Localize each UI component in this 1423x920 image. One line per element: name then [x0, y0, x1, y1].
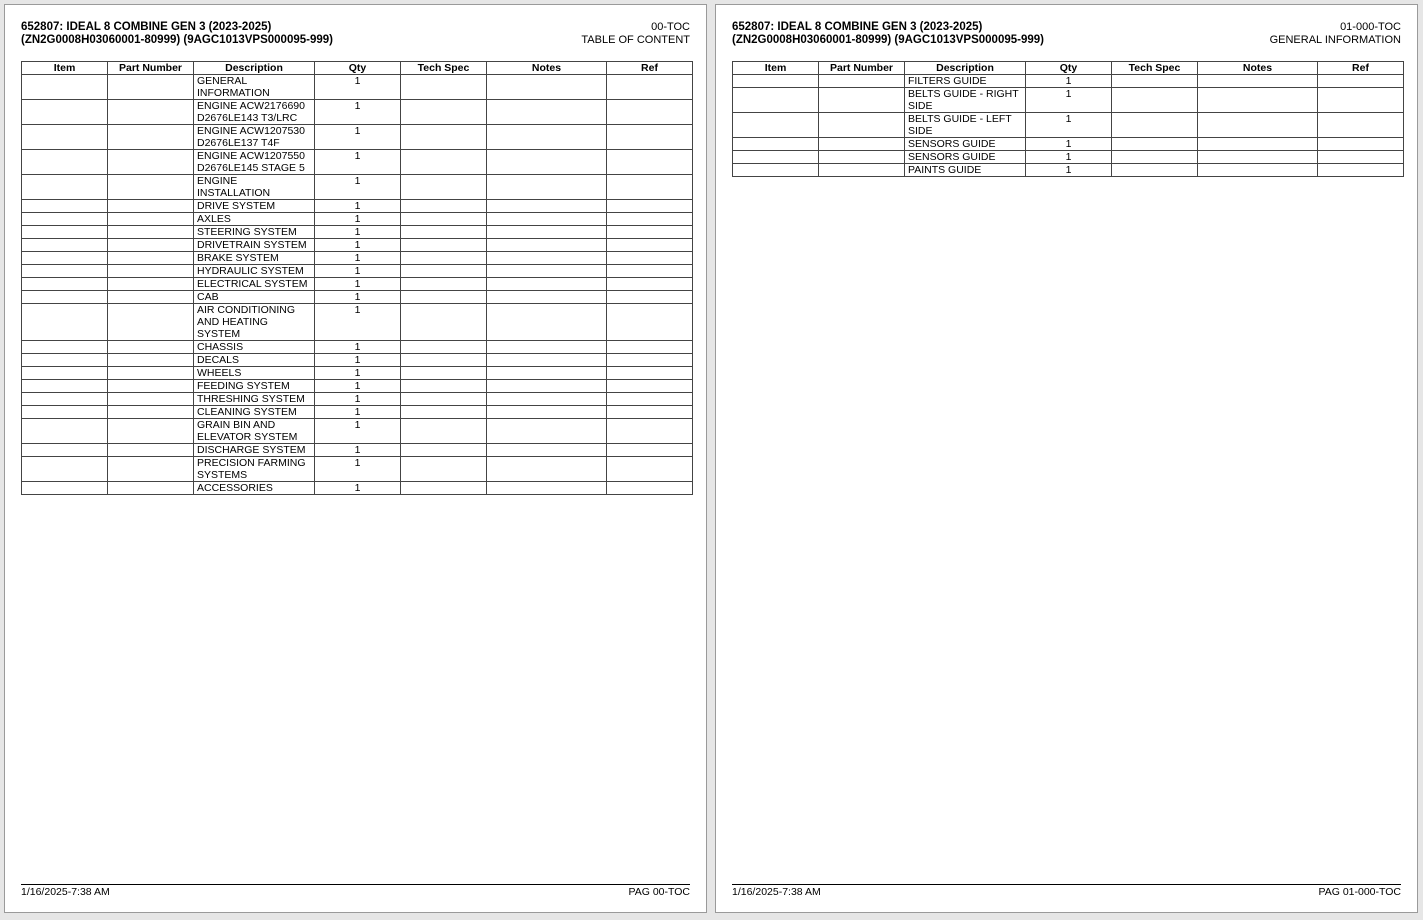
tech-spec-cell: [401, 367, 487, 380]
part-number-cell: [108, 419, 194, 444]
ref-cell: [607, 444, 693, 457]
qty-cell: 1: [315, 252, 401, 265]
item-cell: [22, 291, 108, 304]
notes-cell: [487, 393, 607, 406]
tech-spec-cell: [1112, 138, 1198, 151]
description-cell: ELECTRICAL SYSTEM: [194, 278, 315, 291]
part-number-cell: [108, 100, 194, 125]
notes-cell: [487, 226, 607, 239]
table-row: [22, 252, 693, 265]
table-row: [22, 200, 693, 213]
part-number-cell: [108, 75, 194, 100]
item-cell: [22, 444, 108, 457]
part-number-cell: [819, 88, 905, 113]
description-cell: DRIVETRAIN SYSTEM: [194, 239, 315, 252]
description-cell: FEEDING SYSTEM: [194, 380, 315, 393]
description-cell: DECALS: [194, 354, 315, 367]
part-number-cell: [819, 75, 905, 88]
footer-page-number: PAG 00-TOC: [628, 886, 690, 898]
ref-cell: [607, 200, 693, 213]
title-line-1: 652807: IDEAL 8 COMBINE GEN 3 (2023-2025): [21, 21, 272, 33]
description-cell: PRECISION FARMING SYSTEMS: [194, 457, 315, 482]
tech-spec-cell: [401, 278, 487, 291]
item-cell: [22, 393, 108, 406]
table-row: [22, 341, 693, 354]
ref-cell: [607, 100, 693, 125]
qty-cell: 1: [315, 457, 401, 482]
column-header-ref: Ref: [1318, 62, 1404, 75]
qty-cell: 1: [315, 419, 401, 444]
column-header-tech-spec: Tech Spec: [401, 62, 487, 75]
column-header-qty: Qty: [1026, 62, 1112, 75]
ref-cell: [607, 226, 693, 239]
ref-cell: [607, 239, 693, 252]
ref-cell: [1318, 164, 1404, 177]
document-title: [21, 21, 333, 47]
table-row: [22, 100, 693, 125]
tech-spec-cell: [401, 419, 487, 444]
description-cell: BELTS GUIDE - LEFT SIDE: [905, 113, 1026, 138]
qty-cell: 1: [315, 100, 401, 125]
section-header: [581, 21, 690, 46]
tech-spec-cell: [401, 406, 487, 419]
notes-cell: [487, 380, 607, 393]
description-cell: THRESHING SYSTEM: [194, 393, 315, 406]
footer-date: 1/16/2025-7:38 AM: [21, 886, 110, 898]
ref-cell: [607, 265, 693, 278]
table-row: [733, 113, 1404, 138]
part-number-cell: [819, 113, 905, 138]
notes-cell: [1198, 88, 1318, 113]
tech-spec-cell: [401, 150, 487, 175]
column-header-tech-spec: Tech Spec: [1112, 62, 1198, 75]
description-cell: DISCHARGE SYSTEM: [194, 444, 315, 457]
table-row: [22, 213, 693, 226]
column-header-part-number: Part Number: [819, 62, 905, 75]
qty-cell: 1: [315, 406, 401, 419]
ref-cell: [1318, 88, 1404, 113]
part-number-cell: [819, 164, 905, 177]
footer-page-number: PAG 01-000-TOC: [1318, 886, 1401, 898]
tech-spec-cell: [401, 200, 487, 213]
qty-cell: 1: [315, 175, 401, 200]
qty-cell: 1: [1026, 151, 1112, 164]
section-name: TABLE OF CONTENT: [581, 33, 690, 46]
qty-cell: 1: [315, 200, 401, 213]
qty-cell: 1: [315, 367, 401, 380]
ref-cell: [1318, 75, 1404, 88]
qty-cell: 1: [315, 278, 401, 291]
item-cell: [22, 354, 108, 367]
notes-cell: [1198, 113, 1318, 138]
column-header-item: Item: [22, 62, 108, 75]
description-cell: SENSORS GUIDE: [905, 151, 1026, 164]
part-number-cell: [108, 304, 194, 341]
item-cell: [22, 457, 108, 482]
tech-spec-cell: [1112, 113, 1198, 138]
table-row: [733, 75, 1404, 88]
item-cell: [22, 200, 108, 213]
column-header-qty: Qty: [315, 62, 401, 75]
description-cell: ENGINE ACW2176690 D2676LE143 T3/LRC: [194, 100, 315, 125]
table-row: [22, 380, 693, 393]
tech-spec-cell: [1112, 164, 1198, 177]
part-number-cell: [108, 125, 194, 150]
tech-spec-cell: [401, 239, 487, 252]
notes-cell: [487, 100, 607, 125]
notes-cell: [487, 367, 607, 380]
item-cell: [22, 304, 108, 341]
ref-cell: [607, 341, 693, 354]
notes-cell: [487, 239, 607, 252]
title-line-1: 652807: IDEAL 8 COMBINE GEN 3 (2023-2025): [732, 21, 983, 33]
item-cell: [22, 341, 108, 354]
qty-cell: 1: [315, 291, 401, 304]
part-number-cell: [108, 367, 194, 380]
table-body: [733, 75, 1404, 177]
table-header-row: [733, 62, 1404, 75]
notes-cell: [487, 278, 607, 291]
ref-cell: [1318, 138, 1404, 151]
document-title: [732, 21, 1044, 47]
notes-cell: [487, 419, 607, 444]
part-number-cell: [819, 138, 905, 151]
qty-cell: 1: [1026, 88, 1112, 113]
title-line-2: (ZN2G0008H03060001-80999) (9AGC1013VPS000095-999): [732, 34, 1044, 46]
qty-cell: 1: [315, 239, 401, 252]
ref-cell: [607, 406, 693, 419]
part-number-cell: [108, 175, 194, 200]
item-cell: [22, 75, 108, 100]
ref-cell: [607, 175, 693, 200]
tech-spec-cell: [401, 380, 487, 393]
notes-cell: [487, 252, 607, 265]
part-number-cell: [108, 226, 194, 239]
tech-spec-cell: [401, 175, 487, 200]
qty-cell: 1: [315, 380, 401, 393]
item-cell: [733, 75, 819, 88]
section-code: 00-TOC: [651, 21, 690, 33]
description-cell: BRAKE SYSTEM: [194, 252, 315, 265]
qty-cell: 1: [315, 150, 401, 175]
ref-cell: [1318, 151, 1404, 164]
qty-cell: 1: [1026, 138, 1112, 151]
parts-table: [21, 61, 693, 495]
footer-date: 1/16/2025-7:38 AM: [732, 886, 821, 898]
description-cell: ACCESSORIES: [194, 482, 315, 495]
table-row: [733, 88, 1404, 113]
part-number-cell: [108, 354, 194, 367]
tech-spec-cell: [401, 291, 487, 304]
qty-cell: 1: [315, 393, 401, 406]
part-number-cell: [108, 393, 194, 406]
column-header-ref: Ref: [607, 62, 693, 75]
description-cell: FILTERS GUIDE: [905, 75, 1026, 88]
column-header-part-number: Part Number: [108, 62, 194, 75]
ref-cell: [607, 75, 693, 100]
part-number-cell: [108, 457, 194, 482]
tech-spec-cell: [1112, 75, 1198, 88]
description-cell: PAINTS GUIDE: [905, 164, 1026, 177]
notes-cell: [487, 175, 607, 200]
table-row: [22, 278, 693, 291]
qty-cell: 1: [315, 125, 401, 150]
qty-cell: 1: [1026, 75, 1112, 88]
description-cell: HYDRAULIC SYSTEM: [194, 265, 315, 278]
item-cell: [22, 406, 108, 419]
footer-divider: [21, 884, 690, 885]
ref-cell: [607, 291, 693, 304]
item-cell: [22, 252, 108, 265]
notes-cell: [1198, 151, 1318, 164]
tech-spec-cell: [401, 213, 487, 226]
table-row: [22, 393, 693, 406]
item-cell: [733, 164, 819, 177]
part-number-cell: [108, 278, 194, 291]
part-number-cell: [108, 406, 194, 419]
tech-spec-cell: [401, 304, 487, 341]
qty-cell: 1: [315, 482, 401, 495]
description-cell: DRIVE SYSTEM: [194, 200, 315, 213]
notes-cell: [487, 457, 607, 482]
column-header-description: Description: [194, 62, 315, 75]
tech-spec-cell: [401, 265, 487, 278]
tech-spec-cell: [1112, 151, 1198, 164]
table-row: [22, 226, 693, 239]
table-row: [22, 175, 693, 200]
notes-cell: [487, 125, 607, 150]
notes-cell: [1198, 75, 1318, 88]
part-number-cell: [108, 380, 194, 393]
notes-cell: [487, 341, 607, 354]
tech-spec-cell: [401, 252, 487, 265]
section-header: [1270, 21, 1401, 46]
tech-spec-cell: [401, 75, 487, 100]
qty-cell: 1: [1026, 164, 1112, 177]
qty-cell: 1: [315, 341, 401, 354]
table-row: [22, 265, 693, 278]
parts-table: [732, 61, 1404, 177]
table-row: [22, 150, 693, 175]
description-cell: GENERAL INFORMATION: [194, 75, 315, 100]
qty-cell: 1: [315, 354, 401, 367]
description-cell: WHEELS: [194, 367, 315, 380]
notes-cell: [487, 265, 607, 278]
qty-cell: 1: [315, 265, 401, 278]
item-cell: [733, 138, 819, 151]
part-number-cell: [108, 239, 194, 252]
item-cell: [22, 150, 108, 175]
notes-cell: [487, 291, 607, 304]
notes-cell: [487, 444, 607, 457]
column-header-notes: Notes: [487, 62, 607, 75]
description-cell: CHASSIS: [194, 341, 315, 354]
description-cell: BELTS GUIDE - RIGHT SIDE: [905, 88, 1026, 113]
tech-spec-cell: [401, 125, 487, 150]
qty-cell: 1: [315, 75, 401, 100]
notes-cell: [487, 482, 607, 495]
table-row: [22, 482, 693, 495]
ref-cell: [607, 367, 693, 380]
tech-spec-cell: [401, 482, 487, 495]
item-cell: [22, 213, 108, 226]
item-cell: [22, 380, 108, 393]
section-code: 01-000-TOC: [1340, 21, 1401, 33]
part-number-cell: [108, 341, 194, 354]
column-header-notes: Notes: [1198, 62, 1318, 75]
item-cell: [22, 419, 108, 444]
ref-cell: [607, 125, 693, 150]
table-body: [22, 75, 693, 495]
description-cell: GRAIN BIN AND ELEVATOR SYSTEM: [194, 419, 315, 444]
qty-cell: 1: [315, 213, 401, 226]
column-header-item: Item: [733, 62, 819, 75]
description-cell: SENSORS GUIDE: [905, 138, 1026, 151]
table-row: [733, 138, 1404, 151]
title-line-2: (ZN2G0008H03060001-80999) (9AGC1013VPS000095-999): [21, 34, 333, 46]
ref-cell: [1318, 113, 1404, 138]
notes-cell: [487, 150, 607, 175]
section-name: GENERAL INFORMATION: [1269, 33, 1401, 46]
item-cell: [733, 113, 819, 138]
description-cell: AIR CONDITIONING AND HEATING SYSTEM: [194, 304, 315, 341]
table-row: [22, 406, 693, 419]
table-row: [22, 304, 693, 341]
part-number-cell: [108, 482, 194, 495]
ref-cell: [607, 457, 693, 482]
part-number-cell: [108, 291, 194, 304]
notes-cell: [487, 406, 607, 419]
ref-cell: [607, 278, 693, 291]
item-cell: [22, 367, 108, 380]
table-row: [22, 75, 693, 100]
table-row: [22, 457, 693, 482]
description-cell: CAB: [194, 291, 315, 304]
item-cell: [733, 88, 819, 113]
footer-divider: [732, 884, 1401, 885]
item-cell: [22, 175, 108, 200]
ref-cell: [607, 252, 693, 265]
table-row: [733, 151, 1404, 164]
description-cell: CLEANING SYSTEM: [194, 406, 315, 419]
table-row: [733, 164, 1404, 177]
part-number-cell: [108, 150, 194, 175]
table-row: [22, 444, 693, 457]
item-cell: [22, 278, 108, 291]
ref-cell: [607, 419, 693, 444]
table-row: [22, 354, 693, 367]
part-number-cell: [819, 151, 905, 164]
item-cell: [22, 239, 108, 252]
tech-spec-cell: [401, 100, 487, 125]
ref-cell: [607, 304, 693, 341]
ref-cell: [607, 213, 693, 226]
notes-cell: [487, 354, 607, 367]
part-number-cell: [108, 252, 194, 265]
table-row: [22, 291, 693, 304]
item-cell: [22, 100, 108, 125]
ref-cell: [607, 380, 693, 393]
table-row: [22, 419, 693, 444]
part-number-cell: [108, 265, 194, 278]
qty-cell: 1: [315, 226, 401, 239]
qty-cell: 1: [1026, 113, 1112, 138]
item-cell: [733, 151, 819, 164]
qty-cell: 1: [315, 444, 401, 457]
ref-cell: [607, 354, 693, 367]
tech-spec-cell: [401, 354, 487, 367]
ref-cell: [607, 482, 693, 495]
table-row: [22, 367, 693, 380]
notes-cell: [487, 304, 607, 341]
tech-spec-cell: [401, 393, 487, 406]
tech-spec-cell: [401, 226, 487, 239]
description-cell: STEERING SYSTEM: [194, 226, 315, 239]
item-cell: [22, 125, 108, 150]
part-number-cell: [108, 444, 194, 457]
notes-cell: [1198, 164, 1318, 177]
item-cell: [22, 482, 108, 495]
description-cell: ENGINE ACW1207530 D2676LE137 T4F: [194, 125, 315, 150]
notes-cell: [487, 75, 607, 100]
tech-spec-cell: [401, 341, 487, 354]
ref-cell: [607, 150, 693, 175]
ref-cell: [607, 393, 693, 406]
description-cell: AXLES: [194, 213, 315, 226]
item-cell: [22, 226, 108, 239]
description-cell: ENGINE ACW1207550 D2676LE145 STAGE 5: [194, 150, 315, 175]
document-page-2: [715, 4, 1418, 913]
item-cell: [22, 265, 108, 278]
table-row: [22, 125, 693, 150]
tech-spec-cell: [401, 457, 487, 482]
notes-cell: [487, 213, 607, 226]
qty-cell: 1: [315, 304, 401, 341]
notes-cell: [487, 200, 607, 213]
description-cell: ENGINE INSTALLATION: [194, 175, 315, 200]
document-page-1: [4, 4, 707, 913]
notes-cell: [1198, 138, 1318, 151]
tech-spec-cell: [401, 444, 487, 457]
part-number-cell: [108, 200, 194, 213]
part-number-cell: [108, 213, 194, 226]
table-row: [22, 239, 693, 252]
tech-spec-cell: [1112, 88, 1198, 113]
table-header-row: [22, 62, 693, 75]
column-header-description: Description: [905, 62, 1026, 75]
